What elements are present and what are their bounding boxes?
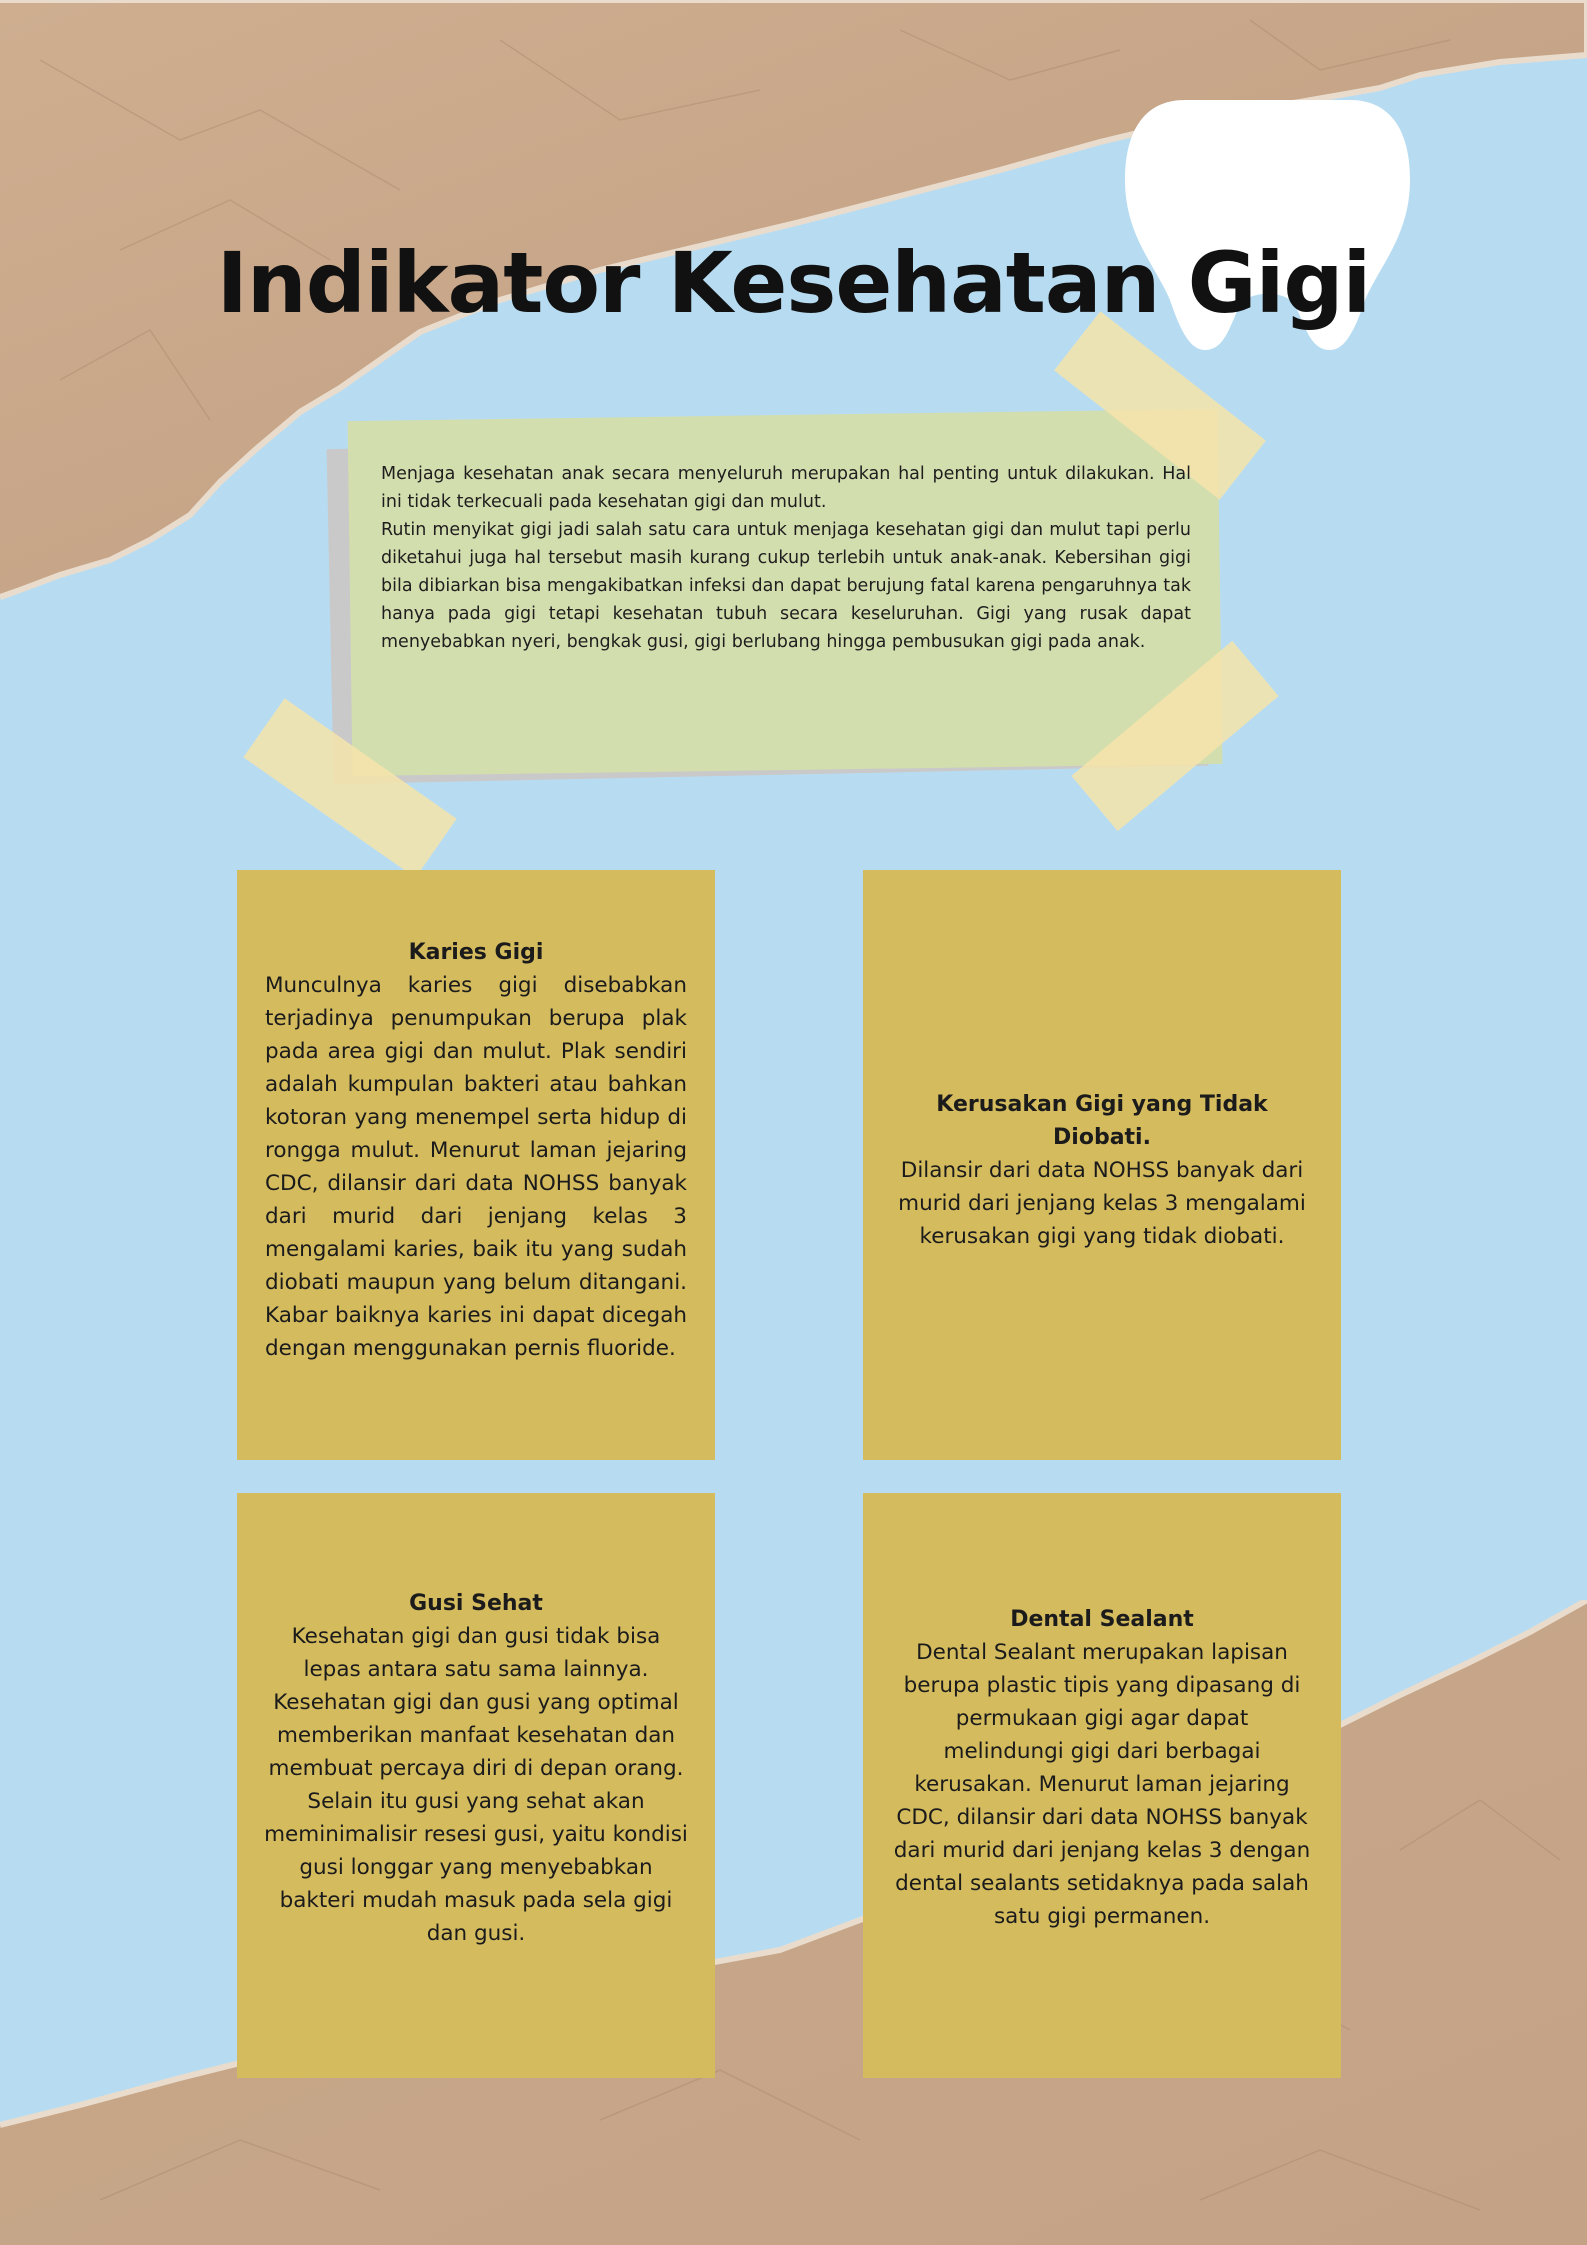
- page-title: Indikator Kesehatan Gigi: [216, 234, 1371, 333]
- card-heading: Kerusakan Gigi yang Tidak Diobati.: [936, 1092, 1268, 1150]
- card-body: Dilansir dari data NOHSS banyak dari murid dari jenjang kelas 3 mengalami kerusakan gigi yang tidak diobati.: [898, 1158, 1306, 1249]
- card-content: [265, 936, 687, 1365]
- card-heading: Dental Sealant: [1010, 1607, 1194, 1632]
- intro-paragraph: Menjaga kesehatan anak secara menyeluruh merupakan hal penting untuk dilakukan. Hal ini tidak terkecuali pada kesehatan gigi dan mulut.: [381, 464, 1191, 512]
- card-content: [885, 1088, 1319, 1253]
- card-dental-sealant: [863, 1493, 1341, 2078]
- card-content: [261, 1587, 691, 1950]
- card-kerusakan-gigi: [863, 870, 1341, 1460]
- card-heading: Karies Gigi: [408, 940, 544, 965]
- card-heading: Gusi Sehat: [409, 1591, 543, 1616]
- intro-paragraph: Rutin menyikat gigi jadi salah satu cara untuk menjaga kesehatan gigi dan mulut tapi perlu diketahui juga hal tersebut masih kurang cukup terlebih untuk anak-anak. Kebersihan gigi bila dibiarkan bisa mengakibatkan infeksi dan dapat berujung fatal karena pengaruhnya tak hanya pada gigi tetapi kesehatan tubuh secara keseluruhan. Gigi yang rusak dapat menyebabkan nyeri, bengkak gusi, gigi berlubang hingga pembusukan gigi pada anak.: [381, 520, 1191, 652]
- card-body: Munculnya karies gigi disebabkan terjadinya penumpukan berupa plak pada area gigi dan mulut. Plak sendiri adalah kumpulan bakteri atau bahkan kotoran yang menempel serta hidup di rongga mulut. Menurut laman jejaring CDC, dilansir dari data NOHSS banyak dari murid dari jenjang kelas 3 mengalami karies, baik itu yang sudah diobati maupun yang belum ditangani. Kabar baiknya karies ini dapat dicegah dengan menggunakan pernis fluoride.: [265, 973, 687, 1361]
- card-karies-gigi: [237, 870, 715, 1460]
- card-content: [893, 1603, 1311, 1933]
- card-body: Dental Sealant merupakan lapisan berupa plastic tipis yang dipasang di permukaan gigi agar dapat melindungi gigi dari berbagai kerusakan. Menurut laman jejaring CDC, dilansir dari data NOHSS banyak dari murid dari jenjang kelas 3 dengan dental sealants setidaknya pada salah satu gigi permanen.: [893, 1640, 1311, 1929]
- card-body: Kesehatan gigi dan gusi tidak bisa lepas antara satu sama lainnya. Kesehatan gigi dan gusi yang optimal memberikan manfaat kesehatan dan membuat percaya diri di depan orang. Selain itu gusi yang sehat akan meminimalisir resesi gusi, yaitu kondisi gusi longgar yang menyebabkan bakteri mudah masuk pada sela gigi dan gusi.: [264, 1624, 688, 1946]
- intro-text: [381, 460, 1191, 656]
- card-gusi-sehat: [237, 1493, 715, 2078]
